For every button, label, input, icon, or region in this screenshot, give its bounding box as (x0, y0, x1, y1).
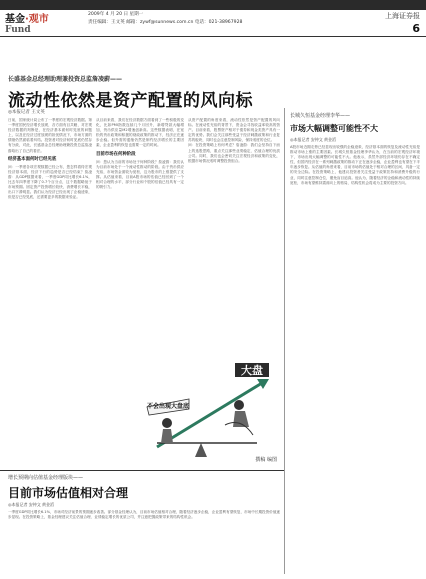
main-subhead: 经济基本面何时已经见底 (8, 156, 57, 162)
illustration-caption: 撰稿 编图 (255, 457, 277, 463)
main-paragraph: 从目前来看，我们在经济数据方面看到了一些积极的变化，比如PMI指数连续几个月回升，新增贷款大幅增加，货币供应量M2增速创新高。这些数据表明，在宽松的货币政策和积极的财政政策的推动下，经济正在逐步企稳。但外需的萎缩仍然是制约经济增长的主要因素，企业盈利的恢复也需要一定的时间。 (96, 118, 184, 148)
section-label: Fund (5, 25, 31, 35)
figure-body-left (161, 429, 173, 443)
figure-head-right (234, 400, 244, 410)
header-editor: 责任编辑：王文英 邮箱：zywf@sunnews.com.cn 电话：021-38967928 (88, 20, 243, 25)
main-paragraph: 问：一季度各项宏观数据已经公布，您怎样看待宏观经济基本面，经济下行的趋势是否已经结束？詹凌蔚：从GDP数据来看，一季度GDP同比增长6.1%，比去年四季度下降了0.7个百分点，这个数据略低于市场预期。固定资产投资增长较快，消费增长平稳，出口下滑明显。我们认为经济已经出现了企稳迹象，但是否已经见底，还需要更多的数据来验证。 (8, 164, 92, 200)
paper-name-accent: ·观市 (25, 14, 49, 25)
newspaper-logo: 上海证券报 (385, 12, 420, 20)
main-column-3 (188, 118, 280, 353)
sidebar-kicker: 长城久恒基金经理李华—— (290, 113, 351, 119)
label-left: 不会出现大盘底 (146, 403, 190, 410)
cartoon-illustration (137, 355, 282, 465)
paper-name (5, 10, 49, 25)
main-byline: ◎本报记者 王文英 (8, 110, 45, 115)
lower-headline: 目前市场估值相对合理 (8, 486, 129, 500)
lower-kicker: 增长预期向估值基金经理版块—— (8, 475, 84, 481)
main-column-1 (8, 118, 92, 466)
lower-body: 一季度GDP同比增长6.1%，市场对经济前景的预期逐步改善。部分基金经理认为，目前市场估值相对合理，随着经济逐步企稳，企业盈利有望恢复，市场中长期投资价值逐步显现。在投资策略上，基金经理建议关注估值合理、业绩稳定增长的优质公司，并注意把握政策带来的结构性机会。 (8, 510, 280, 520)
main-paragraph: 日前，国家统计局公布了一季度的宏观经济数据。第一季度国民经济增长放缓，各方面有目共睹，对宏观经济数据的判断是，在经济基本面何时见底的问题上，以及在经济过度放缓的担忧情况下，市场方面的情绪仍然面临着纠结。投资者对经济何时见底仍然存有分歧，对此，长盛基金总经理助理兼投资总监詹凌蔚给出了自己的看法。 (8, 118, 92, 153)
header-divider (0, 36, 426, 37)
main-paragraph: 问：在投资策略上有何考虑？詹凌蔚：我们会坚持自下而上的选股思路，重点关注那些业绩稳定、估值合理的优质公司。同时，我们也会密切关注宏观经济和政策的变化，根据市场情况适时调整投资组合。 (188, 143, 280, 163)
page-header (0, 0, 426, 36)
label-right: 大盘 (241, 364, 263, 377)
main-paragraph: 从资产配置的角度来看，流动性依然是资产配置的风向标。在流动性充裕的背景下，资金会寻找收益率较高的资产。目前来看，股票资产相对于债券和现金类资产具有一定的优势。我们会关注那些受益于经济刺激政策和行业复苏的板块，同时也会注意控制风险，保持适度的仓位。 (188, 118, 280, 143)
lower-divider (0, 470, 284, 471)
header-bar (0, 0, 426, 10)
main-paragraph: 问：您认为当前的市场处于何种阶段？詹凌蔚：我们认为目前市场处于一个流动性推动的阶段。由于货币供应充裕，市场资金面较为宽松，这为股市的上涨提供了支撑。从估值来看，目前A股市场的估值已经回到了一个相对合理的水平，部分行业和个股的估值已经具有一定的吸引力。 (96, 159, 184, 190)
main-column-2 (96, 118, 184, 353)
lower-byline: ◎本报记者 安仲文 黄金滔 (8, 502, 55, 507)
page-number: 6 (412, 22, 420, 35)
paper-name-main: 基金 (5, 14, 25, 25)
header-date: 2009年 4 月 20 日 星期一 (88, 12, 144, 17)
main-kicker: 长盛基金总经理助理兼投资总监詹凌蔚—— (8, 76, 123, 83)
figure-head-left (162, 418, 172, 428)
sidebar-body: A股市场近期走势已经显现出较强的企稳迹象，经济基本面的恢复及流动性充裕是推动市场上涨的主要因素。长城久恒基金经理李华认为，在当前的宏观经济环境下，市场出现大幅调整的可能性不大。他表示，虽然外部经济环境仍存在不确定性，但国内经济在一系列刺激政策的推动下正在逐步企稳，企业盈利也有望在下半年逐步恢复。从估值的角度来看，目前市场的估值处于相对合理的区间，具备一定的安全边际。在投资策略上，他建议投资者关注受益于政策扶持和消费升级的行业，同时注意控制仓位，避免盲目追高。他认为，随着经济的企稳和流动性的持续宽松，市场有望维持震荡向上的格局，结构性机会将成为主要的投资方向。 (290, 145, 420, 185)
sidebar-headline: 市场大幅调整可能性不大 (290, 124, 378, 133)
main-headline: 流动性依然是资产配置的风向标 (8, 91, 253, 111)
sidebar-byline: ◎本报记者 安仲文 黄金滔 (290, 137, 337, 142)
main-subhead: 目前市场在何种阶段 (96, 151, 136, 157)
